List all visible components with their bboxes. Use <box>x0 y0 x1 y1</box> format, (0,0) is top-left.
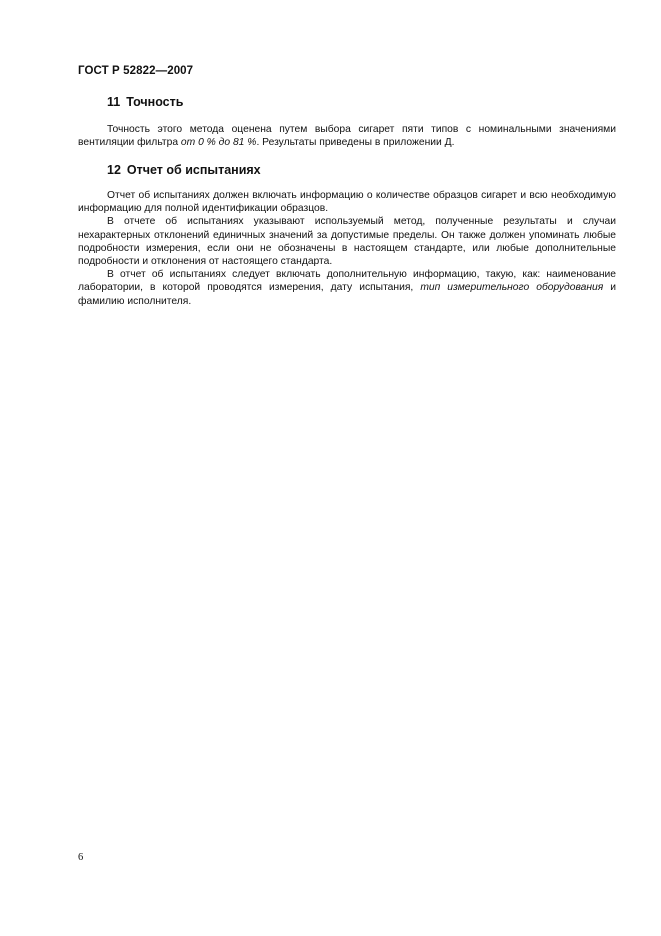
section-accuracy <box>78 94 616 149</box>
page-number: 6 <box>78 852 84 863</box>
paragraph-text: В отчет об испытаниях следует включать дополнительную информацию, такую, как: наименование лаборатории, в которой проводятся измерения, дату испытания, <box>78 269 616 294</box>
section-body <box>78 123 616 149</box>
paragraph-italic-range: от 0 % до 81 % <box>180 137 257 149</box>
section-title: Отчет об испытаниях <box>126 163 261 177</box>
paragraph-text: . Результаты приведены в приложении Д. <box>256 137 455 149</box>
paragraph-italic-equipment: тип измерительного оборудования <box>420 282 604 294</box>
paragraph <box>78 123 616 149</box>
section-number: 11 <box>107 95 121 109</box>
section-body <box>78 189 616 308</box>
section-test-report <box>78 162 616 308</box>
paragraph: В отчете об испытаниях указывают используемый метод, полученные результаты и случаи нехарактерных отклонений единичных значений за допустимые пределы. Он также должен упоминать любые подробности измерения, если они не обозначены в настоящем стандарте, или любые дополнительные подробности и отклонения от настоящего стандарта. <box>78 216 616 268</box>
section-heading <box>78 162 616 178</box>
section-heading <box>78 94 616 110</box>
paragraph-text: Точность этого метода оценена путем выбора сигарет пяти типов с номинальными значениями вентиляции фильтра <box>78 124 616 149</box>
paragraph: Отчет об испытаниях должен включать информацию о количестве образцов сигарет и всю необходимую информацию для полной идентификации образцов. <box>78 190 616 215</box>
section-title: Точность <box>126 95 184 109</box>
paragraph <box>78 268 616 308</box>
section-number: 12 <box>107 163 121 177</box>
paragraph-text: и фамилию исполнителя. <box>78 282 617 307</box>
document-header-code: ГОСТ Р 52822—2007 <box>78 65 194 77</box>
